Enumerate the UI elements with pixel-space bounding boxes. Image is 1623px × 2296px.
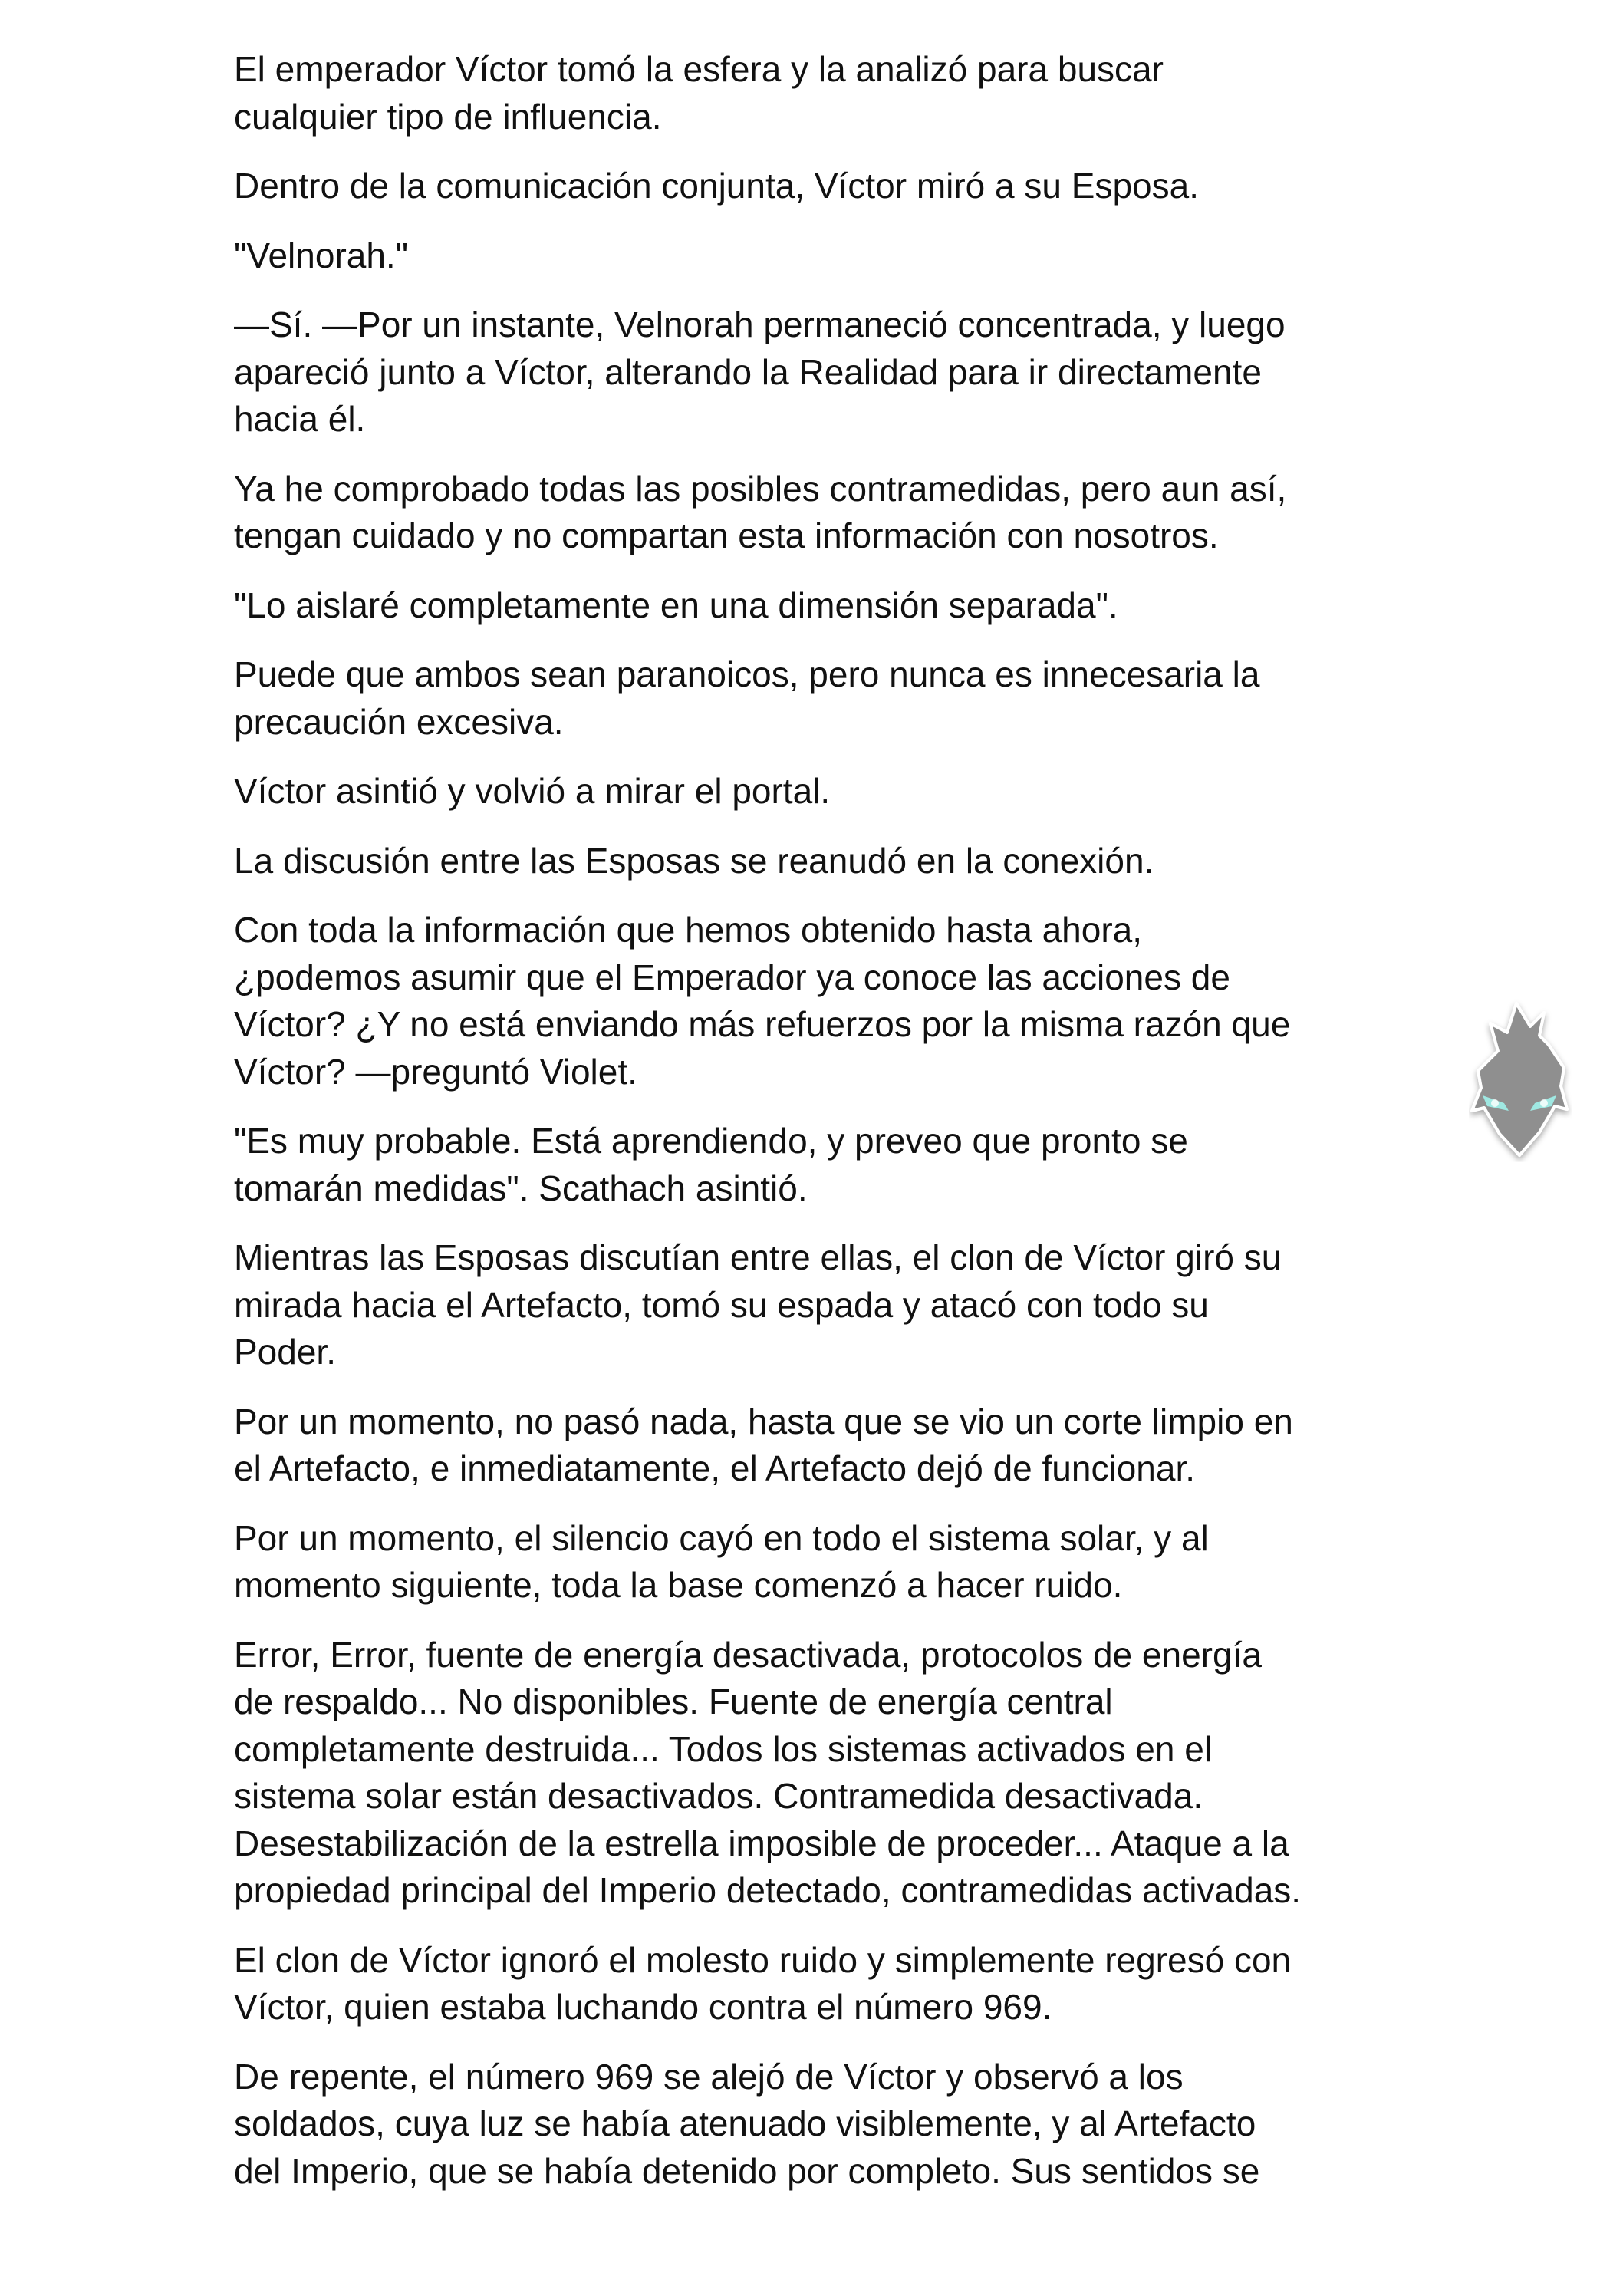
paragraph: Por un momento, el silencio cayó en todo el sistema solar, y al momento siguiente, toda la base comenzó a hacer ruido. bbox=[234, 1517, 1209, 1605]
demon-head-logo-icon bbox=[1469, 997, 1572, 1162]
paragraph: El clon de Víctor ignoró el molesto ruido y simplemente regresó con Víctor, quien estaba luchando contra el número 969. bbox=[234, 1939, 1292, 2027]
paragraph: "Velnorah." bbox=[234, 235, 409, 275]
paragraph: —Sí. —Por un instante, Velnorah permaneció concentrada, y luego apareció junto a Víctor, alterando la Realidad para ir directamente hacia él. bbox=[234, 305, 1286, 439]
paragraph: Dentro de la comunicación conjunta, Víctor miró a su Esposa. bbox=[234, 166, 1199, 206]
paragraph: Error, Error, fuente de energía desactivada, protocolos de energía de respaldo... No disponibles. Fuente de energía central completamente destruida... Todos los sistemas activados en el sistema solar están desactivados. Contramedida desactivada. Desestabilización de la estrella imposible de proceder... Ataque a la propiedad principal del Imperio detectado, contramedidas activadas. bbox=[234, 1634, 1302, 1910]
paragraph: El emperador Víctor tomó la esfera y la analizó para buscar cualquier tipo de influencia. bbox=[234, 49, 1164, 137]
paragraph: "Es muy probable. Está aprendiendo, y preveo que pronto se tomarán medidas". Scathach asintió. bbox=[234, 1121, 1188, 1208]
paragraph: Ya he comprobado todas las posibles contramedidas, pero aun así, tengan cuidado y no compartan esta información con nosotros. bbox=[234, 468, 1287, 555]
paragraph: Víctor asintió y volvió a mirar el portal. bbox=[234, 771, 831, 811]
watermark-logo bbox=[1469, 997, 1572, 1162]
paragraph: Puede que ambos sean paranoicos, pero nunca es innecesaria la precaución excesiva. bbox=[234, 654, 1260, 742]
paragraph: De repente, el número 969 se alejó de Víctor y observó a los soldados, cuya luz se había atenuado visiblemente, y al Artefacto del Imperio, que se había detenido por completo. Sus sentidos se bbox=[234, 2056, 1260, 2191]
paragraph: Mientras las Esposas discutían entre ellas, el clon de Víctor giró su mirada hacia el Artefacto, tomó su espada y atacó con todo su Poder. bbox=[234, 1237, 1282, 1372]
paragraph: La discusión entre las Esposas se reanudó en la conexión. bbox=[234, 840, 1154, 881]
paragraph: "Lo aislaré completamente en una dimensión separada". bbox=[234, 585, 1118, 625]
paragraph: Con toda la información que hemos obtenido hasta ahora, ¿podemos asumir que el Emperador ya conoce las acciones de Víctor? ¿Y no está enviando más refuerzos por la misma razón que Víctor? —preguntó Violet. bbox=[234, 910, 1291, 1092]
paragraph: Por un momento, no pasó nada, hasta que se vio un corte limpio en el Artefacto, e inmediatamente, el Artefacto dejó de funcionar. bbox=[234, 1401, 1293, 1488]
text-column bbox=[234, 46, 1430, 2217]
